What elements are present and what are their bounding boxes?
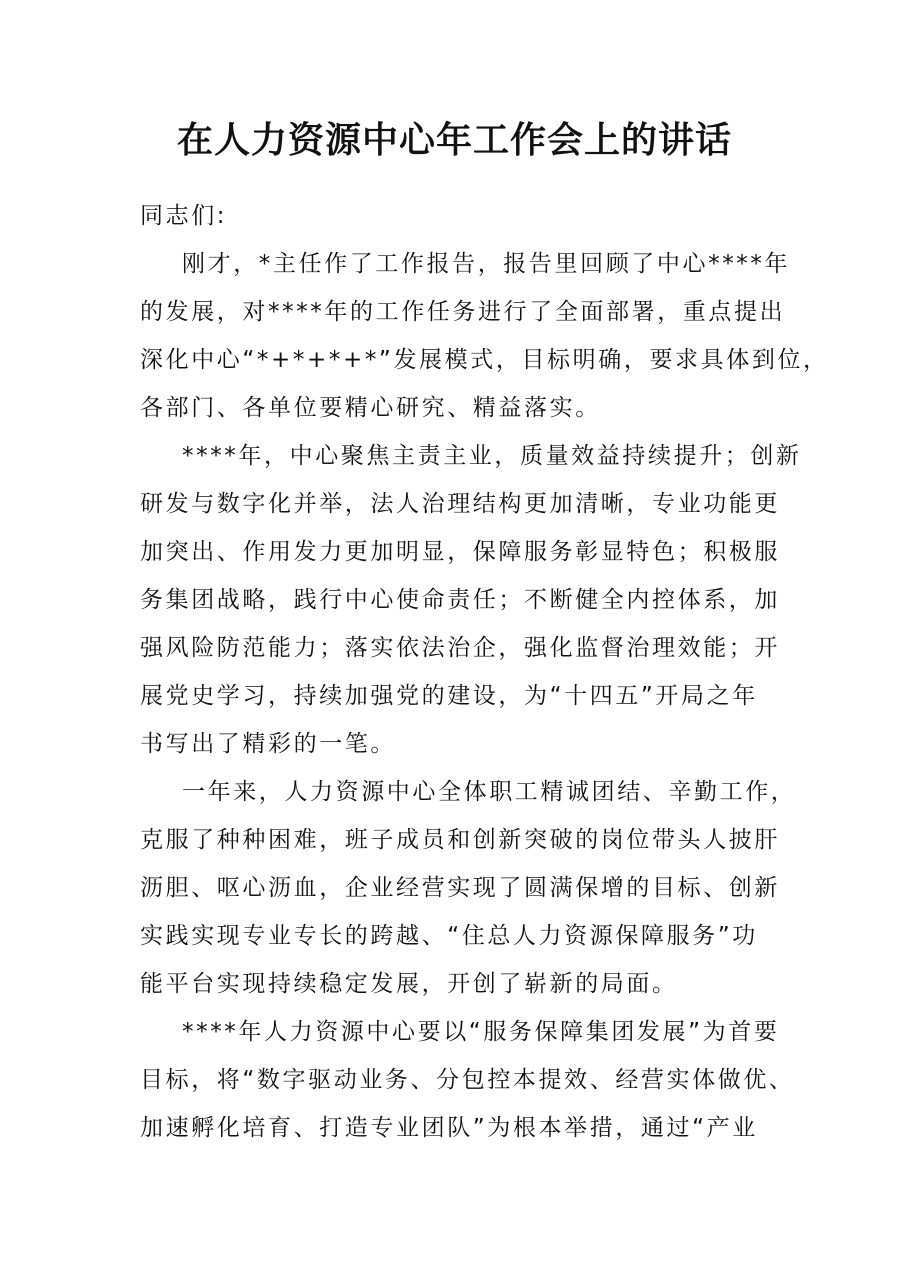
paragraph-2-line-2: 研发与数字化并举，法人治理结构更加清晰，专业功能更	[140, 491, 780, 517]
paragraph-1-line-4: 各部门、各单位要精心研究、精益落实。	[140, 395, 601, 421]
paragraph-2-line-1: ****年，中心聚焦主责主业，质量效益持续提升；创新	[182, 443, 802, 469]
document-title: 在人力资源中心年工作会上的讲话	[176, 119, 732, 161]
paragraph-2-line-3: 加突出、作用发力更加明显，保障服务彰显特色；积极服	[140, 539, 780, 565]
paragraph-2-line-7: 书写出了精彩的一笔。	[140, 731, 396, 757]
paragraph-3-line-3: 沥胆、呕心沥血，企业经营实现了圆满保增的目标、创新	[140, 875, 780, 901]
paragraph-1-line-3: 深化中心“*+*+*+*”发展模式，目标明确，要求具体到位，	[140, 347, 829, 373]
paragraph-3-line-4: 实践实现专业专长的跨越、“住总人力资源保障服务”功	[140, 923, 758, 949]
paragraph-2-line-5: 强风险防范能力；落实依法治企，强化监督治理效能；开	[140, 635, 780, 661]
paragraph-1-line-1: 刚才，*主任作了工作报告，报告里回顾了中心****年	[182, 251, 791, 277]
paragraph-4-line-3: 加速孵化培育、打造专业团队”为根本举措，通过“产业	[140, 1115, 758, 1141]
paragraph-4-line-2: 目标，将“数字驱动业务、分包控本提效、经营实体做优、	[140, 1067, 795, 1093]
paragraph-3-line-1: 一年来，人力资源中心全体职工精诚团结、辛勤工作，	[182, 779, 797, 805]
paragraph-4-line-1: ****年人力资源中心要以“服务保障集团发展”为首要	[182, 1019, 780, 1045]
paragraph-3-line-5: 能平台实现持续稳定发展，开创了崭新的局面。	[140, 971, 678, 997]
salutation-line: 同志们:	[140, 203, 228, 229]
paragraph-2-line-6: 展党史学习，持续加强党的建设，为“十四五”开局之年	[140, 683, 758, 709]
paragraph-3-line-2: 克服了种种困难，班子成员和创新突破的岗位带头人披肝	[140, 827, 780, 853]
paragraph-1-line-2: 的发展，对****年的工作任务进行了全面部署，重点提出	[140, 299, 786, 325]
paragraph-2-line-4: 务集团战略，践行中心使命责任；不断健全内控体系，加	[140, 587, 780, 613]
